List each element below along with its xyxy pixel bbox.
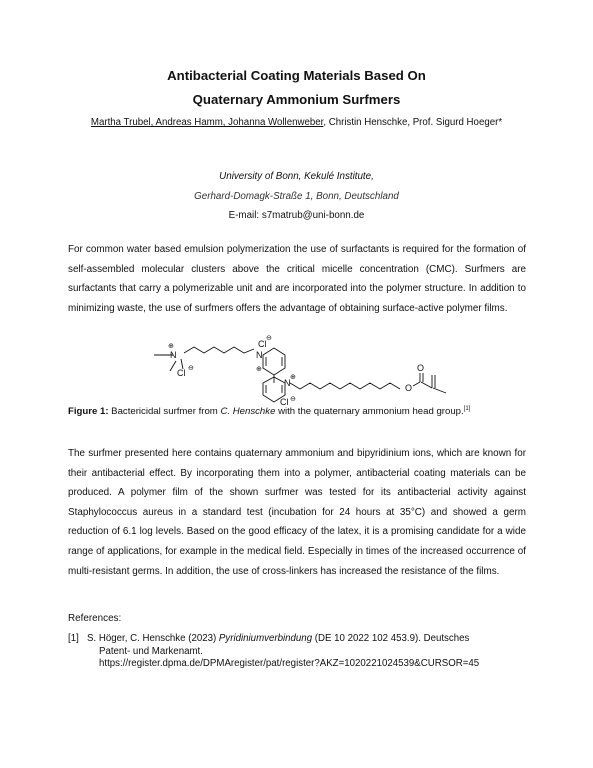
chloride-minus-charge-1: ⊖: [188, 365, 194, 372]
caption-citation: [1]: [463, 406, 471, 412]
carbonyl-o-atom: O: [417, 363, 425, 373]
references-heading: References:: [68, 613, 122, 624]
surfmer-structure-figure: [150, 333, 460, 405]
pyridinium-n-atom-lower: N: [284, 378, 291, 388]
underlined-authors: Martha Trubel, Andreas Hamm, Johanna Wollenweber: [90, 117, 324, 128]
intro-paragraph: For common water based emulsion polymerization the use of surfactants is required for the formation of self-assembled molecular clusters above the critical micelle concentration (CMC). Surfmers are surfactants that carry a polymerizable unit and are incorporated into the polymer structure. In addition to minimizing waste, the use of surfmers offers the advantage of obtaining surface-active polymer films.: [68, 244, 526, 314]
chloride-minus-charge-2: ⊖: [266, 335, 272, 342]
chloride-counterion-1: Cl: [177, 368, 186, 378]
butyl-chain: [184, 347, 254, 353]
methyl-bond: [170, 361, 176, 371]
pyridinium-n-atom-upper: N: [256, 350, 263, 360]
reference-details: (DE 10 2022 102 453.9). Deutsches: [312, 633, 470, 644]
results-paragraph: The surfmer presented here contains quaternary ammonium and bipyridinium ions, which are known for their antibacterial effect. By incorporating them into a polymer, antibacterial coating materials can be produced. A polymer film of the shown surfmer was tested for its antibacterial activity against Staphylococcus aureus in a standard test (incubation for 24 hours at 35°C) and showed a germ reduction of 6.1 log levels. Based on the good efficacy of the latex, it is a promising candidate for a wide range of applications, for example in the medical field. Especially in times of the increased occurrence of multi-resistant germs. In addition, the use of cross-linkers has increased the resistance of the films.: [68, 448, 526, 577]
ester-bond: [413, 382, 420, 386]
pyridinium-plus-charge-upper: ⊕: [256, 366, 262, 373]
paper-title-line1: Antibacterial Coating Materials Based On: [167, 68, 426, 83]
other-authors: , Christin Henschke, Prof. Sigurd Hoeger*: [323, 117, 503, 128]
pyridinium-plus-charge-lower: ⊕: [290, 374, 296, 381]
reference-number: [1]: [68, 633, 79, 644]
ammonium-plus-charge: ⊕: [168, 343, 174, 350]
methyl-bond: [433, 388, 446, 393]
ester-o-atom: O: [405, 383, 413, 393]
figure-label: Figure 1:: [68, 406, 109, 418]
caption-italic: C. Henschke: [220, 406, 276, 418]
paper-title-line2: Quaternary Ammonium Surfmers: [192, 92, 401, 107]
undecyl-chain: [290, 383, 400, 389]
reference-url[interactable]: https://register.dpma.de/DPMAregister/pat/register?AKZ=1020221024539&CURSOR=45: [99, 658, 480, 670]
affiliation-institute: University of Bonn, Kekulé Institute,: [219, 171, 374, 182]
affiliation-email: E-mail: s7matrub@uni-bonn.de: [228, 210, 365, 221]
reference-title: Pyridiniumverbindung: [218, 633, 313, 644]
reference-authors: S. Höger, C. Henschke (2023): [87, 633, 219, 644]
reference-publisher: Patent- und Markenamt.: [99, 645, 203, 657]
chloride-counterion-2: Cl: [258, 339, 267, 349]
chloride-counterion-3: Cl: [280, 397, 289, 405]
ammonium-n-atom: N: [170, 350, 177, 360]
author-list: [0, 117, 593, 128]
chloride-minus-charge-3: ⊖: [290, 396, 296, 403]
figure-caption: [68, 406, 538, 417]
caption-text-end: with the quaternary ammonium head group.: [275, 406, 464, 418]
affiliation-address: Gerhard-Domagk-Straße 1, Bonn, Deutschland: [194, 191, 399, 202]
caption-text: Bactericidal surfmer from: [108, 406, 221, 418]
